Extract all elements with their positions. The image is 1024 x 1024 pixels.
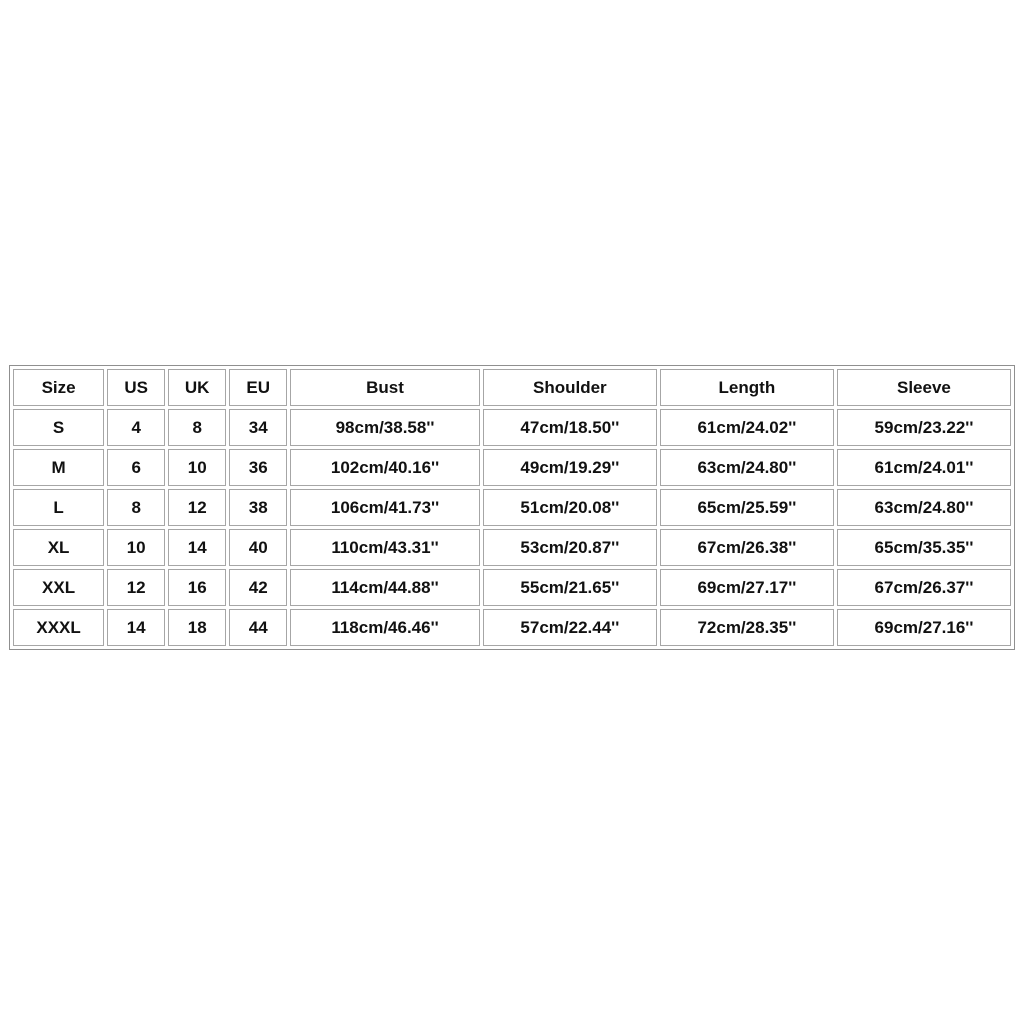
cell-shoulder: 51cm/20.08'': [483, 489, 657, 526]
cell-eu: 44: [229, 609, 287, 646]
size-chart-table: [9, 365, 1015, 650]
cell-bust: 118cm/46.46'': [290, 609, 480, 646]
table-row: [13, 449, 1011, 486]
cell-length: 72cm/28.35'': [660, 609, 834, 646]
header-size: Size: [13, 369, 104, 406]
cell-eu: 36: [229, 449, 287, 486]
cell-bust: 98cm/38.58'': [290, 409, 480, 446]
cell-size: XXXL: [13, 609, 104, 646]
cell-sleeve: 67cm/26.37'': [837, 569, 1011, 606]
cell-size: L: [13, 489, 104, 526]
header-uk: UK: [168, 369, 226, 406]
cell-us: 8: [107, 489, 165, 526]
table-row: [13, 409, 1011, 446]
table-row: [13, 609, 1011, 646]
header-bust: Bust: [290, 369, 480, 406]
cell-bust: 110cm/43.31'': [290, 529, 480, 566]
cell-shoulder: 55cm/21.65'': [483, 569, 657, 606]
cell-bust: 106cm/41.73'': [290, 489, 480, 526]
header-us: US: [107, 369, 165, 406]
table-row: [13, 569, 1011, 606]
cell-sleeve: 65cm/35.35'': [837, 529, 1011, 566]
cell-uk: 16: [168, 569, 226, 606]
cell-uk: 14: [168, 529, 226, 566]
header-shoulder: Shoulder: [483, 369, 657, 406]
cell-eu: 40: [229, 529, 287, 566]
cell-length: 67cm/26.38'': [660, 529, 834, 566]
cell-us: 12: [107, 569, 165, 606]
cell-bust: 114cm/44.88'': [290, 569, 480, 606]
cell-uk: 12: [168, 489, 226, 526]
header-eu: EU: [229, 369, 287, 406]
cell-us: 14: [107, 609, 165, 646]
cell-us: 10: [107, 529, 165, 566]
cell-size: XXL: [13, 569, 104, 606]
cell-shoulder: 53cm/20.87'': [483, 529, 657, 566]
cell-uk: 8: [168, 409, 226, 446]
cell-shoulder: 49cm/19.29'': [483, 449, 657, 486]
cell-us: 4: [107, 409, 165, 446]
table-row: [13, 489, 1011, 526]
table-header-row: [13, 369, 1011, 406]
cell-sleeve: 69cm/27.16'': [837, 609, 1011, 646]
header-sleeve: Sleeve: [837, 369, 1011, 406]
cell-length: 69cm/27.17'': [660, 569, 834, 606]
cell-size: S: [13, 409, 104, 446]
cell-size: XL: [13, 529, 104, 566]
cell-shoulder: 47cm/18.50'': [483, 409, 657, 446]
cell-sleeve: 59cm/23.22'': [837, 409, 1011, 446]
cell-us: 6: [107, 449, 165, 486]
cell-eu: 42: [229, 569, 287, 606]
cell-eu: 34: [229, 409, 287, 446]
cell-sleeve: 61cm/24.01'': [837, 449, 1011, 486]
cell-uk: 10: [168, 449, 226, 486]
cell-length: 65cm/25.59'': [660, 489, 834, 526]
header-length: Length: [660, 369, 834, 406]
cell-sleeve: 63cm/24.80'': [837, 489, 1011, 526]
cell-length: 63cm/24.80'': [660, 449, 834, 486]
cell-uk: 18: [168, 609, 226, 646]
cell-shoulder: 57cm/22.44'': [483, 609, 657, 646]
table-row: [13, 529, 1011, 566]
cell-eu: 38: [229, 489, 287, 526]
cell-bust: 102cm/40.16'': [290, 449, 480, 486]
cell-size: M: [13, 449, 104, 486]
cell-length: 61cm/24.02'': [660, 409, 834, 446]
